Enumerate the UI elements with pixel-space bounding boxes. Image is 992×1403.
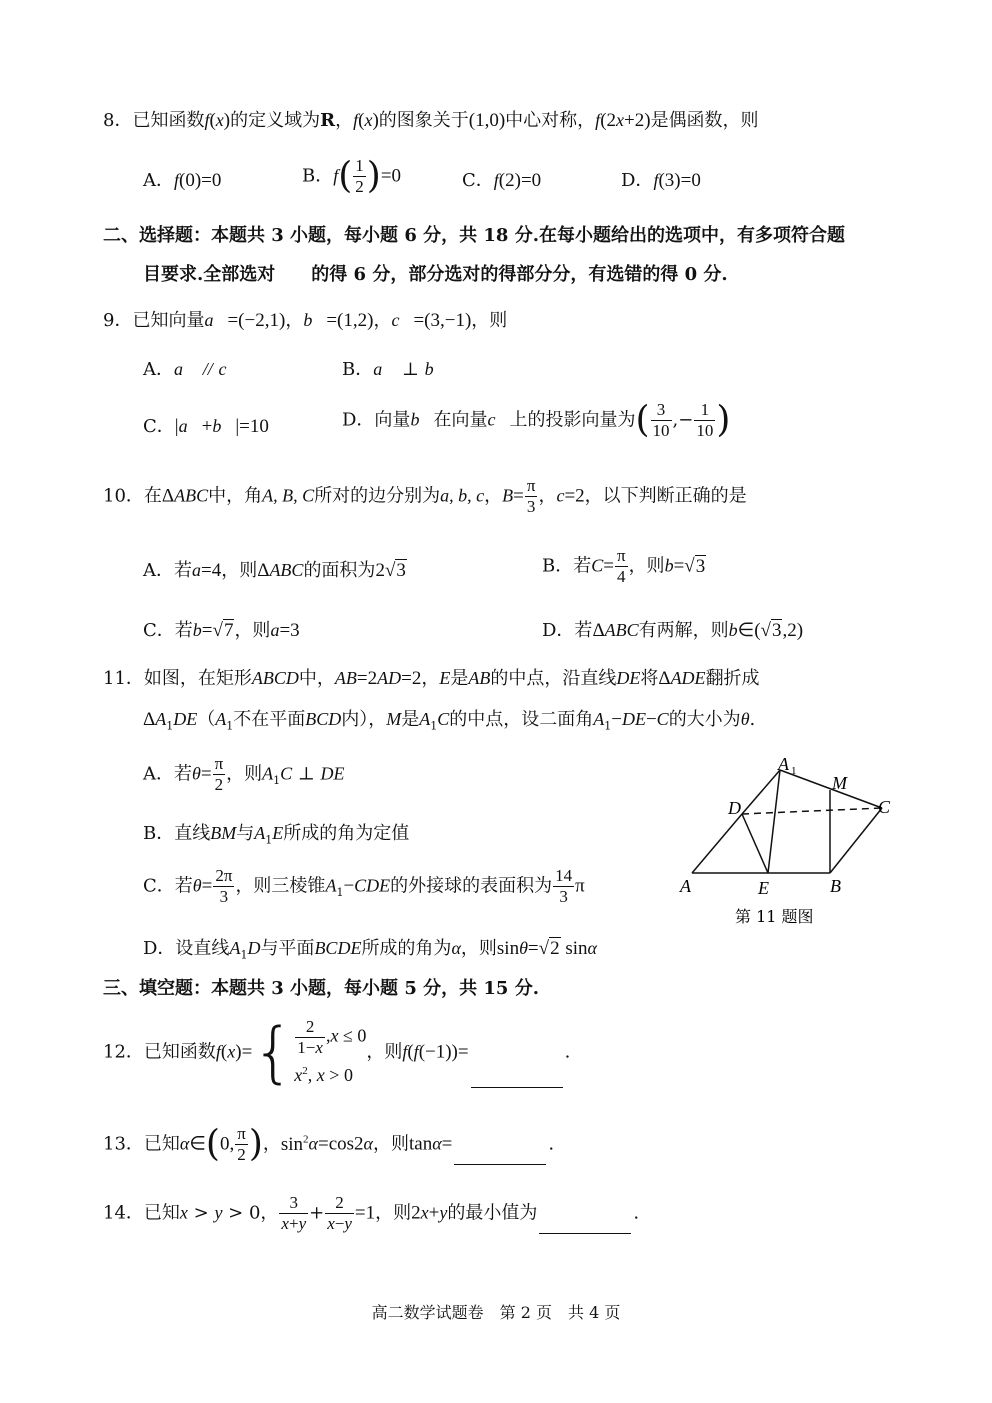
q11-option-c: C．若θ= $\frac{2\pi}{3}$ ，则三棱锥$A_1-CDE$的外接球的表面积为 $\frac{14}{3}$ π: [143, 866, 585, 906]
q8-option-a: A．f(0)=0: [143, 170, 222, 191]
q9-option-b: B．a⃗ ⊥ b⃗: [342, 359, 448, 380]
edge-D-C-dashed: [742, 808, 882, 814]
figure-caption: 第 11 题图: [735, 907, 814, 926]
q11-figure: [670, 750, 910, 930]
q8-option-b: B．f( $\frac{1}{2}$ )=0: [302, 155, 402, 197]
q10-option-c: C．若b=√7，则a=3: [143, 620, 300, 641]
q11-stem-line2: $\Delta A_1DE(A_1$不在平面BCD内），M是$A_1C$的中点，设二面角$A_1-DE-C$的大小为θ.: [143, 709, 756, 733]
label-E: E: [758, 878, 769, 898]
edge-A1-E: [768, 770, 780, 873]
label-B: B: [830, 876, 841, 896]
q12: 12．已知函数f(x)={ $\frac{2}{1-x}$ ,x ≤ 0 $x^2$, x > 0，则f(f(−1))= .: [103, 1013, 571, 1091]
section3-title: 三、填空题：本题共 3 小题，每小题 5 分，共 15 分.: [103, 978, 539, 999]
q8-option-c: C．f(2)=0: [462, 170, 542, 191]
q10-option-b: B．若C= $\frac{\pi}{4}$ ，则b=√3: [542, 546, 706, 586]
page-footer: 高二数学试题卷 第 2 页 共 4 页: [371, 1303, 621, 1322]
q9-option-a: A．a⃗ // c⃗: [143, 359, 241, 380]
section2-title-line2: 目要求.全部选对 的得 6 分，部分选对的得部分分，有选错的得 0 分.: [143, 264, 728, 285]
edge-B-C: [830, 808, 882, 873]
q9-option-d: D．向量b⃗在向量c⃗上的投影向量为( $\frac{3}{10}$ ,− $\frac{1}{10}$ ): [342, 399, 731, 441]
q11-option-a: A．若θ= $\frac{\pi}{2}$ ，则$A_1C$ ⊥ DE: [143, 754, 345, 794]
q8-stem: 8．已知函数f(x)的定义域为R，f(x)的图象关于(1,0)中心对称，f(2x+2)是偶函数，则: [103, 110, 759, 131]
section2-title-line1: 二、选择题：本题共 3 小题，每小题 6 分，共 18 分.在每小题给出的选项中，有多项符合题: [103, 225, 845, 246]
edge-A-D: [692, 814, 742, 873]
edge-D-E: [742, 814, 768, 873]
label-D: D: [728, 798, 741, 818]
q9-option-c: C．|a⃗+b⃗|=10: [143, 416, 269, 437]
q10-option-a: A．若a=4，则ΔABC的面积为2√3: [143, 560, 406, 581]
q8-option-d: D．f(3)=0: [621, 170, 701, 191]
edge-D-A1: [742, 770, 780, 814]
q10-stem: 10．在ΔABC中，角A, B, C所对的边分别为a, b, c，B= $\frac{\pi}{3}$ ，c=2，以下判断正确的是: [103, 476, 747, 516]
svg-text:1: 1: [791, 765, 797, 777]
label-C: C: [878, 797, 891, 817]
label-A: A: [680, 876, 691, 896]
q11-option-b: B．直线BM与$A_1E$所成的角为定值: [143, 823, 410, 847]
q9-stem: 9．已知向量a⃗=(−2,1)，b⃗=(1,2)，c⃗=(3,−1)，则: [103, 310, 508, 331]
q11-stem-line1: 11．如图，在矩形ABCD中，AB=2AD=2，E是AB的中点，沿直线DE将ΔADE翻折成: [103, 668, 760, 689]
label-M: M: [832, 773, 847, 793]
q13: 13．已知α∈(0, $\frac{\pi}{2}$ )，$\sin^2\alpha=\cos 2\alpha$，则tanα= .: [103, 1123, 555, 1165]
q11-option-d: D．设直线$A_1D$与平面BCDE所成的角为α，则sinθ=√2 sinα: [143, 938, 597, 962]
q10-option-d: D．若ΔABC有两解，则b∈(√3,2): [542, 620, 804, 641]
q14: 14．已知x > y > 0， $\frac{3}{x+y}$ + $\frac{2}{x-y}$ =1，则2x+y的最小值为 .: [103, 1193, 640, 1233]
label-A1: A: [778, 754, 789, 774]
